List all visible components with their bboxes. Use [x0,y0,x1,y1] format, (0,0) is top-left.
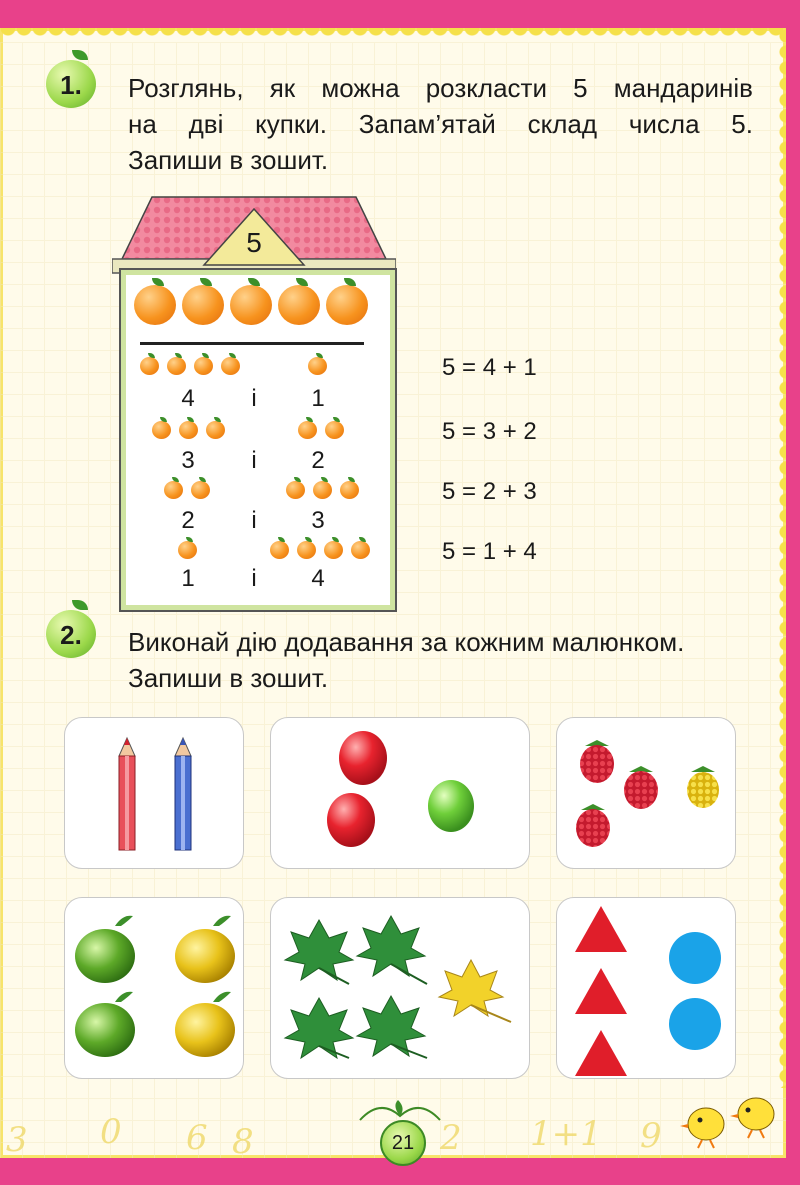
leaves-picture [271,898,529,1078]
background-digit: 1+1 [530,1114,602,1154]
roof-number: 5 [246,227,262,258]
tangerine-icon [324,541,343,559]
tangerine-icon [270,541,289,559]
green-maple-leaf-icon [357,916,427,984]
tangerine-icon [221,357,240,375]
blue-circle-icon [669,932,721,984]
tangerine-icon [325,421,344,439]
red-triangle-icon [575,1030,627,1076]
page-number: 21 [380,1120,426,1166]
row-2-conjunction: і [251,447,257,474]
row-2-left-number: 3 [181,447,195,474]
card-shapes [556,897,736,1079]
row-1-right-number: 1 [311,385,325,412]
task-2-line-2: Запиши в зошит. [128,663,329,693]
yellow-apple-icon [175,992,235,1057]
task-2-text [128,624,753,696]
tangerine-icon [178,541,197,559]
red-pencil-icon [119,738,135,850]
tangerine-icon [351,541,370,559]
tangerine-icon [298,421,317,439]
raspberries-picture [557,718,735,868]
red-balloon-icon [327,793,375,847]
tangerine-icon [152,421,171,439]
equation-3: 5 = 2 + 3 [442,478,537,505]
apple-leaf-icon [72,600,88,610]
equation-4: 5 = 1 + 4 [442,538,537,565]
house-divider [140,342,364,345]
background-digit: 2 [440,1118,462,1158]
row-4-left-number: 1 [181,565,195,592]
equation-1: 5 = 4 + 1 [442,354,537,381]
row-4-conjunction: і [251,565,257,592]
card-raspberries [556,717,736,869]
chicks-icon [676,1088,786,1150]
yellow-raspberry-icon [687,766,719,808]
row-4-right-number: 4 [311,565,325,592]
task-2-apple-badge [46,600,102,656]
red-triangle-icon [575,968,627,1014]
tangerine-icon [313,481,332,499]
card-leaves [270,897,530,1079]
row-4-left-tangerines [178,541,197,559]
tangerine-icon [164,481,183,499]
row-3-right-tangerines [286,481,359,499]
yellow-maple-leaf-icon [439,960,511,1022]
tangerine-icon [206,421,225,439]
tangerine-icon [167,357,186,375]
task-1-line-3: Запиши в зошит. [128,145,329,175]
task-2-line-1: Виконай дію додавання за кожним малюнком. [128,627,685,657]
row-3-left-tangerines [164,481,210,499]
row-2-right-number: 2 [311,447,325,474]
row-4-right-tangerines [270,541,370,559]
blue-circle-icon [669,998,721,1050]
background-digit: 0 [100,1112,122,1152]
red-balloon-icon [339,731,387,785]
row-3-conjunction: і [251,507,257,534]
tangerine-icon [194,357,213,375]
balloons-picture [271,718,529,868]
blue-pencil-icon [175,738,191,850]
row-1-left-number: 4 [181,385,195,412]
green-apple-icon [75,916,135,983]
tangerine-icon [182,285,224,325]
tangerine-icon [297,541,316,559]
row-1-conjunction: і [251,385,257,412]
background-digit: 3 [6,1120,28,1160]
tangerine-icon [326,285,368,325]
red-raspberry-icon [580,740,614,783]
tangerine-icon [134,285,176,325]
tangerine-icon [308,357,327,375]
card-pencils [64,717,244,869]
row-3-right-number: 3 [311,507,325,534]
green-maple-leaf-icon [285,920,353,984]
tangerine-icon [179,421,198,439]
apples-picture [65,898,243,1078]
task-1-apple-badge [46,50,102,106]
card-apples [64,897,244,1079]
row-1-left-tangerines [140,357,240,375]
task-1-line-2: на дві купки. Запам’ятай склад числа 5. [128,109,753,139]
number-house [112,195,396,607]
red-triangle-icon [575,906,627,952]
apple-leaf-icon [72,50,88,60]
row-2-right-tangerines [298,421,344,439]
five-tangerines [134,285,368,325]
green-maple-leaf-icon [357,996,427,1058]
yellow-apple-icon [175,916,235,983]
green-balloon-icon [428,780,474,832]
task-1-text [128,70,753,178]
tangerine-icon [140,357,159,375]
row-2-left-tangerines [152,421,225,439]
tangerine-icon [340,481,359,499]
background-digit: 6 [186,1118,208,1158]
row-1-right-tangerines [308,357,327,375]
tangerine-icon [286,481,305,499]
tangerine-icon [191,481,210,499]
tangerine-icon [278,285,320,325]
pencils-picture [65,718,243,868]
red-raspberry-icon [624,766,658,809]
green-maple-leaf-icon [285,998,353,1058]
tangerine-icon [230,285,272,325]
task-1-number: 1. [60,70,82,100]
background-digit: 9 [640,1116,662,1156]
background-digit: 8 [232,1122,254,1162]
equation-2: 5 = 3 + 2 [442,418,537,445]
task-1-line-1: Розглянь, як можна розкласти 5 мандаринів [128,73,753,103]
green-apple-icon [75,992,135,1057]
task-2-number: 2. [60,620,82,650]
card-balloons [270,717,530,869]
red-raspberry-icon [576,804,610,847]
row-3-left-number: 2 [181,507,195,534]
